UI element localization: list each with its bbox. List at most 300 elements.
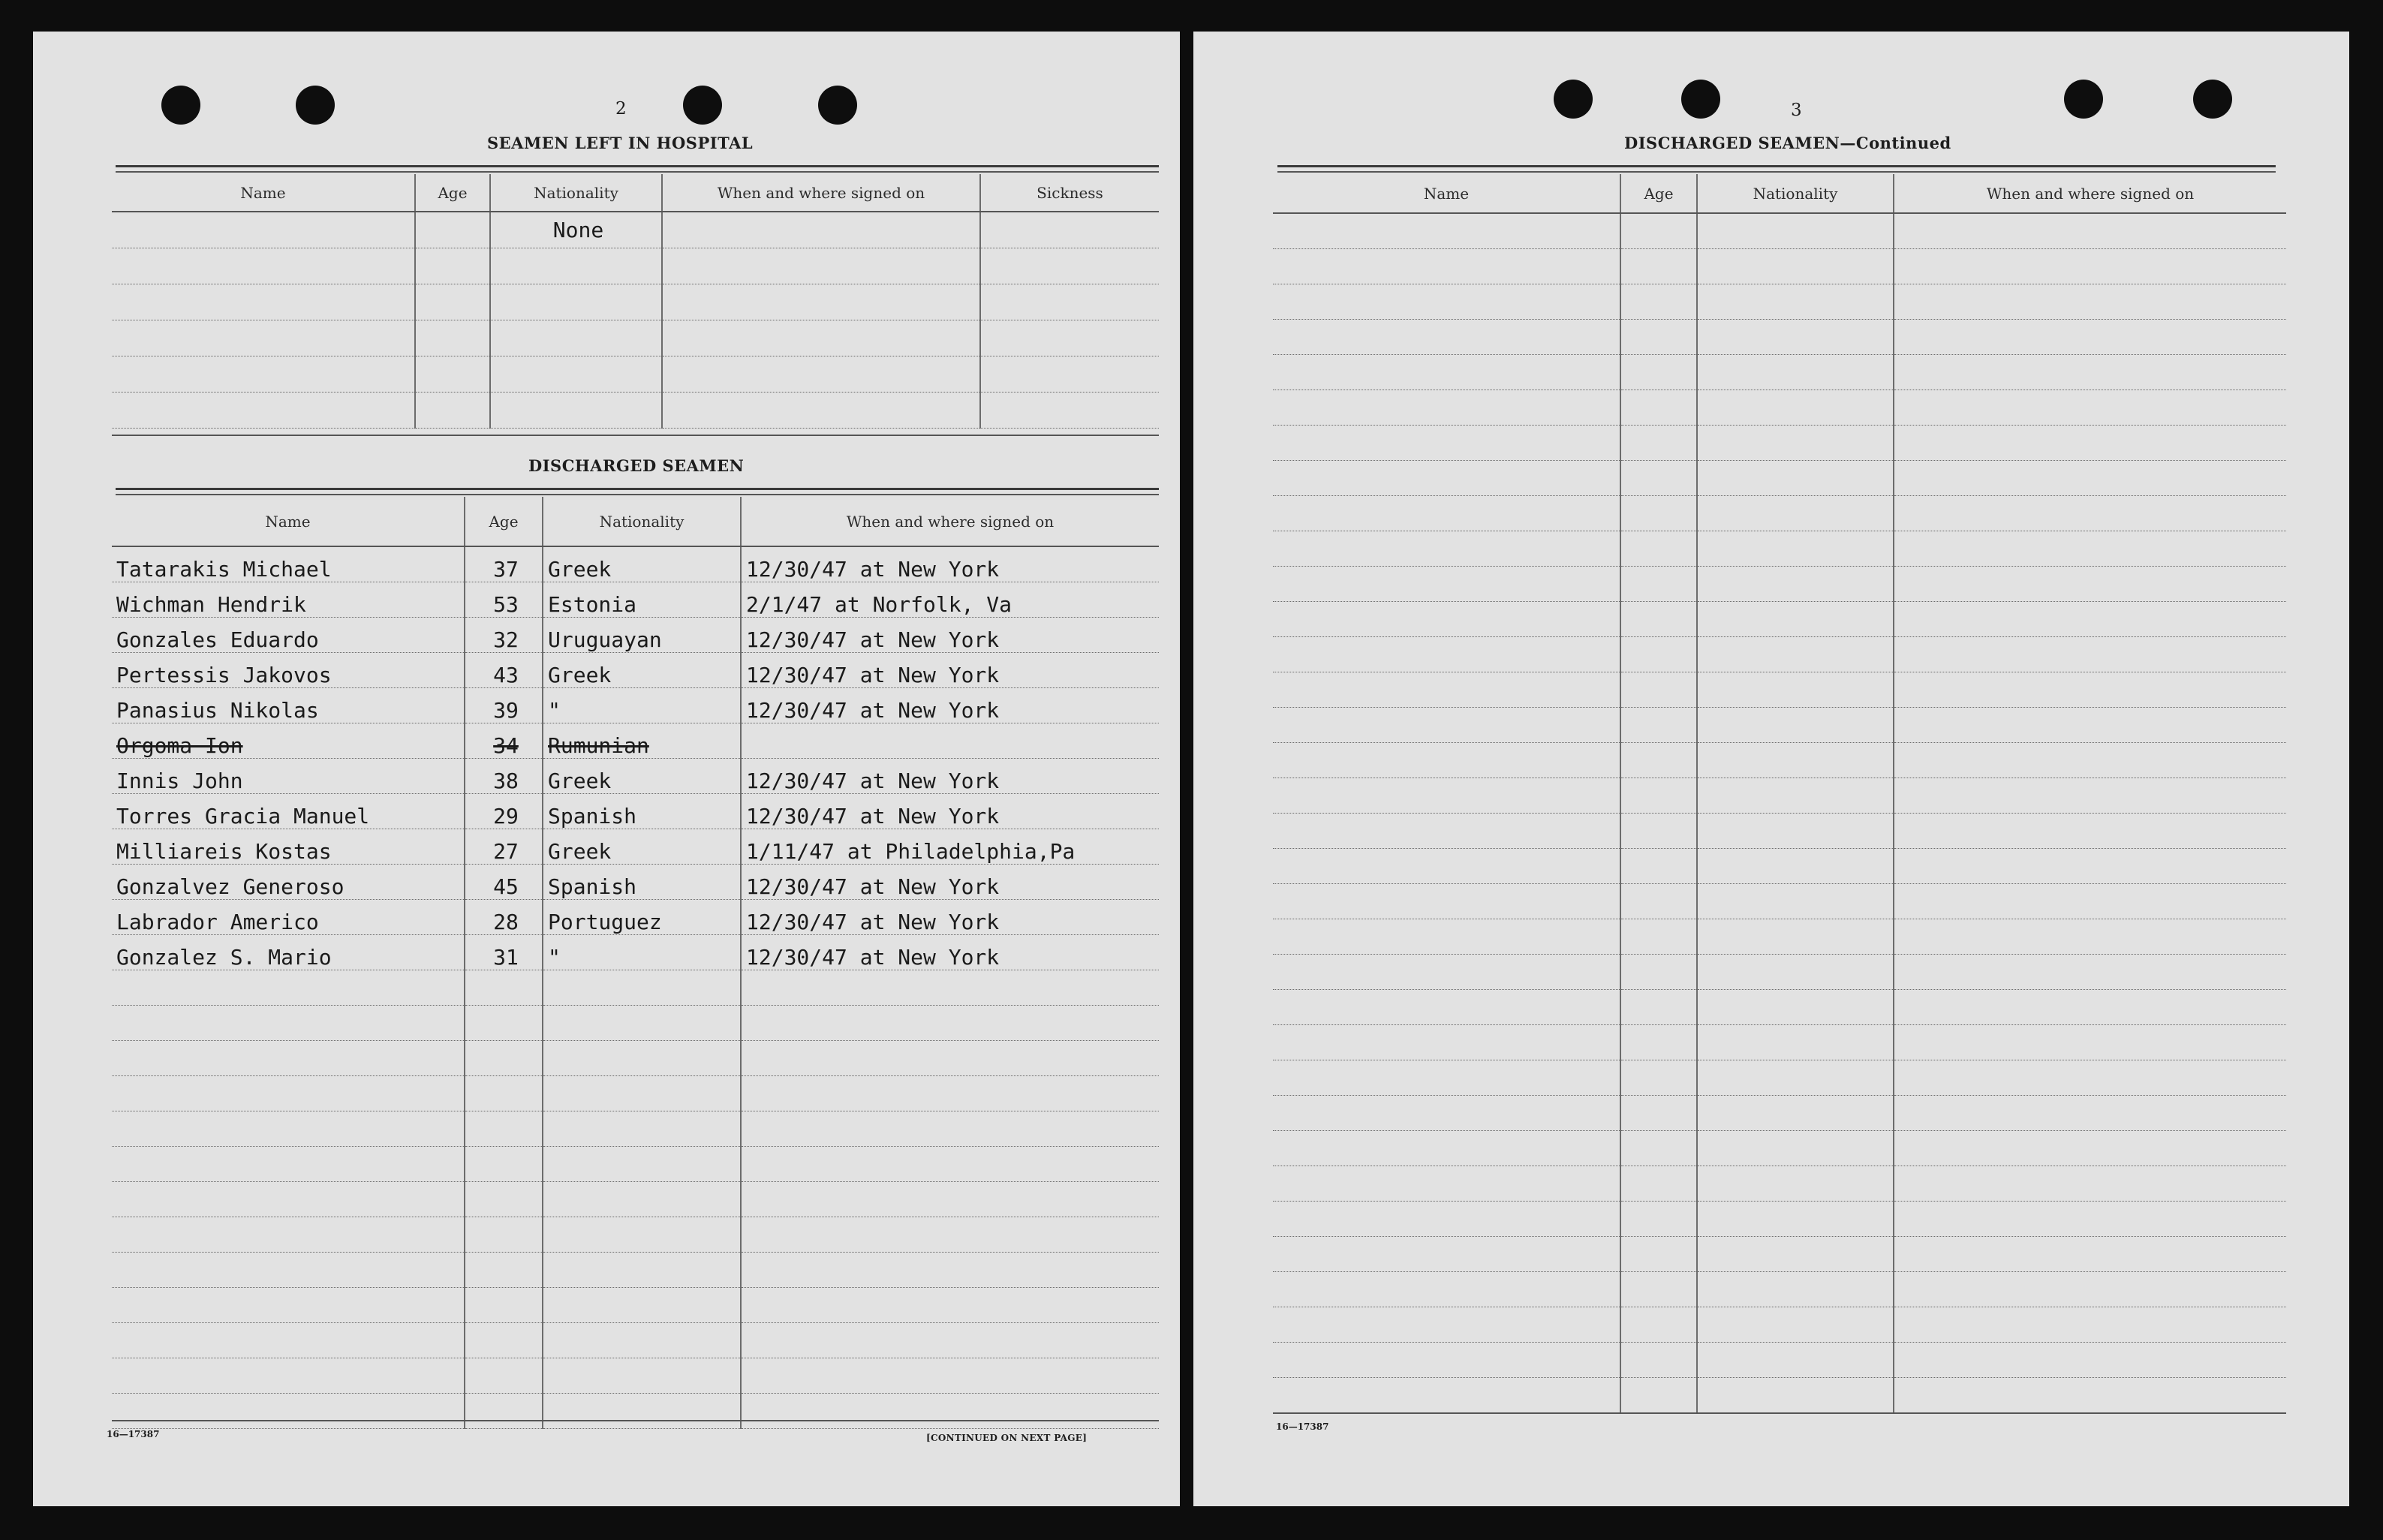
blank-cell xyxy=(1620,213,1697,248)
section-rule xyxy=(112,435,1159,436)
blank-cell xyxy=(1697,672,1894,707)
blank-cell xyxy=(1620,954,1697,989)
blank-cell xyxy=(112,392,415,428)
table-row xyxy=(112,284,1159,320)
table-row xyxy=(112,899,1159,934)
header-age: Age xyxy=(1620,174,1697,213)
blank-cell xyxy=(1273,778,1620,813)
blank-cell xyxy=(543,1217,741,1252)
table-row xyxy=(112,212,1159,248)
blank-cell xyxy=(1697,1166,1894,1201)
blank-cell xyxy=(490,392,662,428)
blank-cell xyxy=(1620,1095,1697,1130)
punch-hole xyxy=(2064,80,2103,119)
seaman-name: Milliareis Kostas xyxy=(112,829,465,864)
blank-cell xyxy=(1894,989,2286,1024)
blank-cell xyxy=(1620,1060,1697,1095)
form-number: 16—17387 xyxy=(1276,1421,1329,1432)
blank-cell xyxy=(1273,1236,1620,1271)
page-number: 3 xyxy=(1791,101,1802,120)
blank-cell xyxy=(1620,1166,1697,1201)
blank-cell xyxy=(1697,919,1894,954)
blank-row xyxy=(1273,213,2286,248)
blank-cell xyxy=(1894,672,2286,707)
blank-cell xyxy=(112,1111,465,1146)
seaman-age: 43 xyxy=(465,652,543,687)
blank-cell xyxy=(1894,531,2286,566)
punch-hole xyxy=(2193,80,2232,119)
blank-cell xyxy=(1620,248,1697,284)
blank-cell xyxy=(112,1146,465,1181)
blank-cell xyxy=(1273,460,1620,495)
blank-cell xyxy=(1620,425,1697,460)
blank-cell xyxy=(1620,566,1697,601)
blank-row xyxy=(1273,566,2286,601)
blank-cell xyxy=(1697,213,1894,248)
blank-cell xyxy=(662,212,980,248)
form-number: 16—17387 xyxy=(107,1429,160,1439)
seaman-name: Gonzales Eduardo xyxy=(112,617,465,652)
blank-cell xyxy=(1894,566,2286,601)
blank-cell xyxy=(1894,848,2286,883)
blank-row xyxy=(1273,989,2286,1024)
blank-cell xyxy=(1273,1271,1620,1307)
blank-cell xyxy=(741,1287,1159,1322)
blank-cell xyxy=(112,1393,465,1428)
blank-cell xyxy=(1697,248,1894,284)
blank-cell xyxy=(741,1181,1159,1217)
blank-cell xyxy=(1697,284,1894,319)
blank-cell xyxy=(1697,1307,1894,1342)
punch-hole xyxy=(818,86,857,125)
blank-cell xyxy=(465,1252,543,1287)
table-row xyxy=(112,617,1159,652)
blank-cell xyxy=(741,970,1159,1005)
seaman-name: Gonzalvez Generoso xyxy=(112,864,465,899)
blank-cell xyxy=(415,392,490,428)
blank-cell xyxy=(490,320,662,356)
blank-cell xyxy=(1620,1024,1697,1060)
table-row xyxy=(112,652,1159,687)
blank-row xyxy=(112,1393,1159,1428)
blank-cell xyxy=(1273,813,1620,848)
seaman-age: 53 xyxy=(465,582,543,617)
seaman-nationality: Greek xyxy=(543,546,741,582)
blank-row xyxy=(112,970,1159,1005)
seaman-name: Pertessis Jakovos xyxy=(112,652,465,687)
header-signed-on: When and where signed on xyxy=(741,497,1159,546)
blank-cell xyxy=(1894,1342,2286,1377)
seaman-name: Tatarakis Michael xyxy=(112,546,465,582)
blank-cell xyxy=(1894,636,2286,672)
seaman-signed-on: 12/30/47 at New York xyxy=(741,899,1159,934)
blank-cell xyxy=(1620,813,1697,848)
blank-cell xyxy=(112,212,415,248)
blank-cell xyxy=(1894,883,2286,919)
seaman-age: 31 xyxy=(465,934,543,970)
blank-cell xyxy=(741,1111,1159,1146)
blank-cell xyxy=(980,320,1159,356)
section-rule xyxy=(116,494,1159,495)
blank-cell xyxy=(1894,707,2286,742)
seaman-nationality: Uruguayan xyxy=(543,617,741,652)
blank-cell xyxy=(543,1358,741,1393)
blank-cell xyxy=(1697,954,1894,989)
blank-cell xyxy=(112,1358,465,1393)
table-row xyxy=(112,829,1159,864)
blank-cell xyxy=(112,248,415,284)
blank-cell xyxy=(543,1075,741,1111)
seaman-nationality: " xyxy=(543,687,741,723)
blank-cell xyxy=(490,284,662,320)
blank-cell xyxy=(465,1287,543,1322)
seaman-signed-on: 12/30/47 at New York xyxy=(741,687,1159,723)
blank-row xyxy=(112,1217,1159,1252)
blank-cell xyxy=(1273,1130,1620,1166)
blank-cell xyxy=(1273,248,1620,284)
blank-cell xyxy=(1697,1236,1894,1271)
blank-cell xyxy=(741,1322,1159,1358)
blank-cell xyxy=(1894,813,2286,848)
blank-row xyxy=(1273,1024,2286,1060)
page-number: 2 xyxy=(615,99,627,119)
blank-cell xyxy=(1894,1130,2286,1166)
seaman-signed-on: 2/1/47 at Norfolk, Va xyxy=(741,582,1159,617)
blank-cell xyxy=(543,1040,741,1075)
header-sickness: Sickness xyxy=(980,174,1159,212)
blank-cell xyxy=(1273,1060,1620,1095)
blank-cell xyxy=(1697,742,1894,778)
seaman-name: Labrador Americo xyxy=(112,899,465,934)
blank-cell xyxy=(415,212,490,248)
blank-row xyxy=(1273,1201,2286,1236)
blank-cell xyxy=(1697,1060,1894,1095)
blank-cell xyxy=(1620,354,1697,390)
blank-row xyxy=(112,1005,1159,1040)
blank-cell xyxy=(1620,672,1697,707)
blank-cell xyxy=(980,356,1159,392)
blank-cell xyxy=(1697,1377,1894,1412)
header-signed-on: When and where signed on xyxy=(662,174,980,212)
blank-cell xyxy=(741,1217,1159,1252)
blank-cell xyxy=(980,248,1159,284)
blank-cell xyxy=(112,1075,465,1111)
blank-cell xyxy=(662,356,980,392)
blank-cell xyxy=(741,1005,1159,1040)
blank-cell xyxy=(1273,284,1620,319)
blank-cell xyxy=(1697,531,1894,566)
seaman-age: 27 xyxy=(465,829,543,864)
seaman-name: Gonzalez S. Mario xyxy=(112,934,465,970)
seaman-nationality: Greek xyxy=(543,829,741,864)
blank-cell xyxy=(1697,354,1894,390)
blank-cell xyxy=(415,356,490,392)
blank-row xyxy=(112,1181,1159,1217)
blank-cell xyxy=(1894,248,2286,284)
seaman-age: 45 xyxy=(465,864,543,899)
blank-row xyxy=(112,1075,1159,1111)
blank-cell xyxy=(741,1252,1159,1287)
blank-cell xyxy=(465,1040,543,1075)
blank-cell xyxy=(1894,1166,2286,1201)
blank-cell xyxy=(1697,848,1894,883)
blank-row xyxy=(1273,460,2286,495)
blank-cell xyxy=(1697,813,1894,848)
blank-cell xyxy=(1894,354,2286,390)
header-signed-on: When and where signed on xyxy=(1894,174,2286,213)
seaman-name: Wichman Hendrik xyxy=(112,582,465,617)
punch-hole xyxy=(161,86,200,125)
blank-cell xyxy=(1697,425,1894,460)
blank-row xyxy=(1273,848,2286,883)
seaman-signed-on: 12/30/47 at New York xyxy=(741,758,1159,793)
blank-cell xyxy=(112,320,415,356)
blank-row xyxy=(1273,954,2286,989)
table-row xyxy=(112,392,1159,428)
blank-row xyxy=(1273,390,2286,425)
punch-hole xyxy=(296,86,335,125)
section-rule xyxy=(1277,165,2276,167)
blank-row xyxy=(112,1040,1159,1075)
table-row xyxy=(112,356,1159,392)
seaman-signed-on: 12/30/47 at New York xyxy=(741,652,1159,687)
blank-cell xyxy=(1620,284,1697,319)
section-rule xyxy=(1277,171,2276,173)
table-row xyxy=(112,864,1159,899)
blank-row xyxy=(1273,672,2286,707)
blank-cell xyxy=(112,970,465,1005)
blank-cell xyxy=(741,1040,1159,1075)
blank-row xyxy=(1273,495,2286,531)
blank-cell xyxy=(1620,460,1697,495)
blank-cell xyxy=(1273,601,1620,636)
blank-cell xyxy=(1620,883,1697,919)
seaman-age: 29 xyxy=(465,793,543,829)
blank-cell xyxy=(1894,1201,2286,1236)
blank-cell xyxy=(1697,883,1894,919)
blank-cell xyxy=(465,1358,543,1393)
blank-cell xyxy=(1273,1201,1620,1236)
blank-cell xyxy=(1620,1201,1697,1236)
title-suffix: —Continued xyxy=(1840,134,1951,152)
blank-cell xyxy=(1620,319,1697,354)
blank-cell xyxy=(1894,213,2286,248)
blank-cell xyxy=(1273,390,1620,425)
blank-cell xyxy=(415,284,490,320)
blank-row xyxy=(1273,1060,2286,1095)
blank-cell xyxy=(1697,566,1894,601)
blank-cell xyxy=(1620,601,1697,636)
blank-cell xyxy=(1273,495,1620,531)
blank-cell xyxy=(1894,284,2286,319)
title-main: DISCHARGED SEAMEN xyxy=(1624,134,1840,152)
right-page xyxy=(1193,32,2349,1506)
blank-cell xyxy=(1620,1130,1697,1166)
blank-cell xyxy=(1620,1342,1697,1377)
blank-row xyxy=(1273,1271,2286,1307)
blank-cell xyxy=(543,1322,741,1358)
header-nationality: Nationality xyxy=(543,497,741,546)
discharged-continued-title xyxy=(1624,134,1951,152)
blank-cell xyxy=(980,392,1159,428)
blank-cell xyxy=(1620,1377,1697,1412)
seaman-name: Orgoma Ion xyxy=(112,723,465,758)
blank-cell xyxy=(1273,1307,1620,1342)
blank-cell xyxy=(1620,636,1697,672)
seaman-signed-on: 12/30/47 at New York xyxy=(741,934,1159,970)
blank-cell xyxy=(465,970,543,1005)
blank-cell xyxy=(1273,742,1620,778)
seaman-nationality: Spanish xyxy=(543,864,741,899)
seaman-signed-on xyxy=(741,723,1159,758)
table-row xyxy=(112,248,1159,284)
seaman-age: 38 xyxy=(465,758,543,793)
blank-cell xyxy=(1620,1271,1697,1307)
blank-cell xyxy=(980,284,1159,320)
blank-cell xyxy=(1894,390,2286,425)
blank-cell xyxy=(1894,1271,2286,1307)
table-row xyxy=(112,546,1159,582)
blank-row xyxy=(1273,1095,2286,1130)
blank-cell xyxy=(1894,601,2286,636)
seaman-age: 32 xyxy=(465,617,543,652)
blank-cell xyxy=(1894,319,2286,354)
blank-cell xyxy=(1697,1271,1894,1307)
seaman-age: 39 xyxy=(465,687,543,723)
blank-cell xyxy=(1697,1024,1894,1060)
blank-cell xyxy=(490,248,662,284)
blank-row xyxy=(1273,425,2286,460)
blank-row xyxy=(1273,883,2286,919)
blank-cell xyxy=(980,212,1159,248)
seaman-name: Innis John xyxy=(112,758,465,793)
blank-cell xyxy=(490,356,662,392)
blank-cell xyxy=(543,1146,741,1181)
header-age: Age xyxy=(465,497,543,546)
seaman-nationality: Spanish xyxy=(543,793,741,829)
blank-cell xyxy=(543,1287,741,1322)
blank-cell xyxy=(1697,989,1894,1024)
blank-cell xyxy=(1273,672,1620,707)
blank-cell xyxy=(1894,954,2286,989)
blank-cell xyxy=(112,1040,465,1075)
blank-cell xyxy=(1273,213,1620,248)
blank-cell xyxy=(1894,1236,2286,1271)
discharged-section-title: DISCHARGED SEAMEN xyxy=(528,456,745,475)
discharged-table xyxy=(112,497,1159,1429)
blank-cell xyxy=(1273,954,1620,989)
table-row xyxy=(112,687,1159,723)
blank-cell xyxy=(1620,1307,1697,1342)
blank-cell xyxy=(112,356,415,392)
blank-cell xyxy=(1620,1236,1697,1271)
blank-row xyxy=(1273,1130,2286,1166)
blank-cell xyxy=(1273,1342,1620,1377)
left-page xyxy=(33,32,1180,1506)
blank-cell xyxy=(1273,354,1620,390)
blank-row xyxy=(1273,778,2286,813)
blank-row xyxy=(112,1287,1159,1322)
table-row xyxy=(112,582,1159,617)
blank-cell xyxy=(741,1146,1159,1181)
blank-row xyxy=(1273,742,2286,778)
blank-cell xyxy=(1620,531,1697,566)
header-name: Name xyxy=(112,174,415,212)
blank-row xyxy=(112,1252,1159,1287)
seaman-age: 28 xyxy=(465,899,543,934)
bottom-rule xyxy=(112,1420,1159,1421)
blank-row xyxy=(112,1358,1159,1393)
blank-cell xyxy=(1894,919,2286,954)
blank-cell xyxy=(1697,460,1894,495)
blank-cell xyxy=(1894,1024,2286,1060)
blank-cell xyxy=(1697,1095,1894,1130)
seaman-nationality: " xyxy=(543,934,741,970)
blank-cell xyxy=(1273,319,1620,354)
header-name: Name xyxy=(112,497,465,546)
discharged-continued-table xyxy=(1273,174,2286,1413)
blank-cell xyxy=(1620,919,1697,954)
blank-row xyxy=(1273,601,2286,636)
table-row xyxy=(112,793,1159,829)
blank-row xyxy=(1273,319,2286,354)
blank-cell xyxy=(543,1005,741,1040)
blank-cell xyxy=(1273,1024,1620,1060)
punch-hole xyxy=(683,86,722,125)
blank-cell xyxy=(112,1287,465,1322)
blank-row xyxy=(1273,531,2286,566)
seaman-name: Torres Gracia Manuel xyxy=(112,793,465,829)
blank-cell xyxy=(1697,319,1894,354)
blank-cell xyxy=(1620,989,1697,1024)
blank-cell xyxy=(1273,1377,1620,1412)
blank-cell xyxy=(112,284,415,320)
entry-none: None xyxy=(490,212,662,248)
blank-cell xyxy=(465,1217,543,1252)
blank-cell xyxy=(1273,919,1620,954)
blank-cell xyxy=(1273,1095,1620,1130)
seaman-nationality: Estonia xyxy=(543,582,741,617)
blank-cell xyxy=(1620,848,1697,883)
header-name: Name xyxy=(1273,174,1620,213)
blank-row xyxy=(1273,284,2286,319)
blank-cell xyxy=(1697,1201,1894,1236)
blank-row xyxy=(112,1111,1159,1146)
blank-cell xyxy=(1620,742,1697,778)
seaman-age: 34 xyxy=(465,723,543,758)
seaman-age: 37 xyxy=(465,546,543,582)
blank-cell xyxy=(1894,495,2286,531)
seaman-name: Panasius Nikolas xyxy=(112,687,465,723)
blank-row xyxy=(1273,1166,2286,1201)
blank-row xyxy=(1273,1377,2286,1412)
blank-cell xyxy=(1894,460,2286,495)
header-nationality: Nationality xyxy=(490,174,662,212)
continued-note: [CONTINUED ON NEXT PAGE] xyxy=(926,1433,1088,1443)
header-age: Age xyxy=(415,174,490,212)
blank-cell xyxy=(543,1252,741,1287)
blank-cell xyxy=(1273,989,1620,1024)
blank-cell xyxy=(112,1181,465,1217)
blank-cell xyxy=(543,1181,741,1217)
blank-cell xyxy=(1697,636,1894,672)
section-rule xyxy=(116,171,1159,173)
blank-row xyxy=(1273,354,2286,390)
blank-cell xyxy=(1620,778,1697,813)
blank-row xyxy=(1273,813,2286,848)
blank-cell xyxy=(1697,601,1894,636)
blank-cell xyxy=(1697,778,1894,813)
